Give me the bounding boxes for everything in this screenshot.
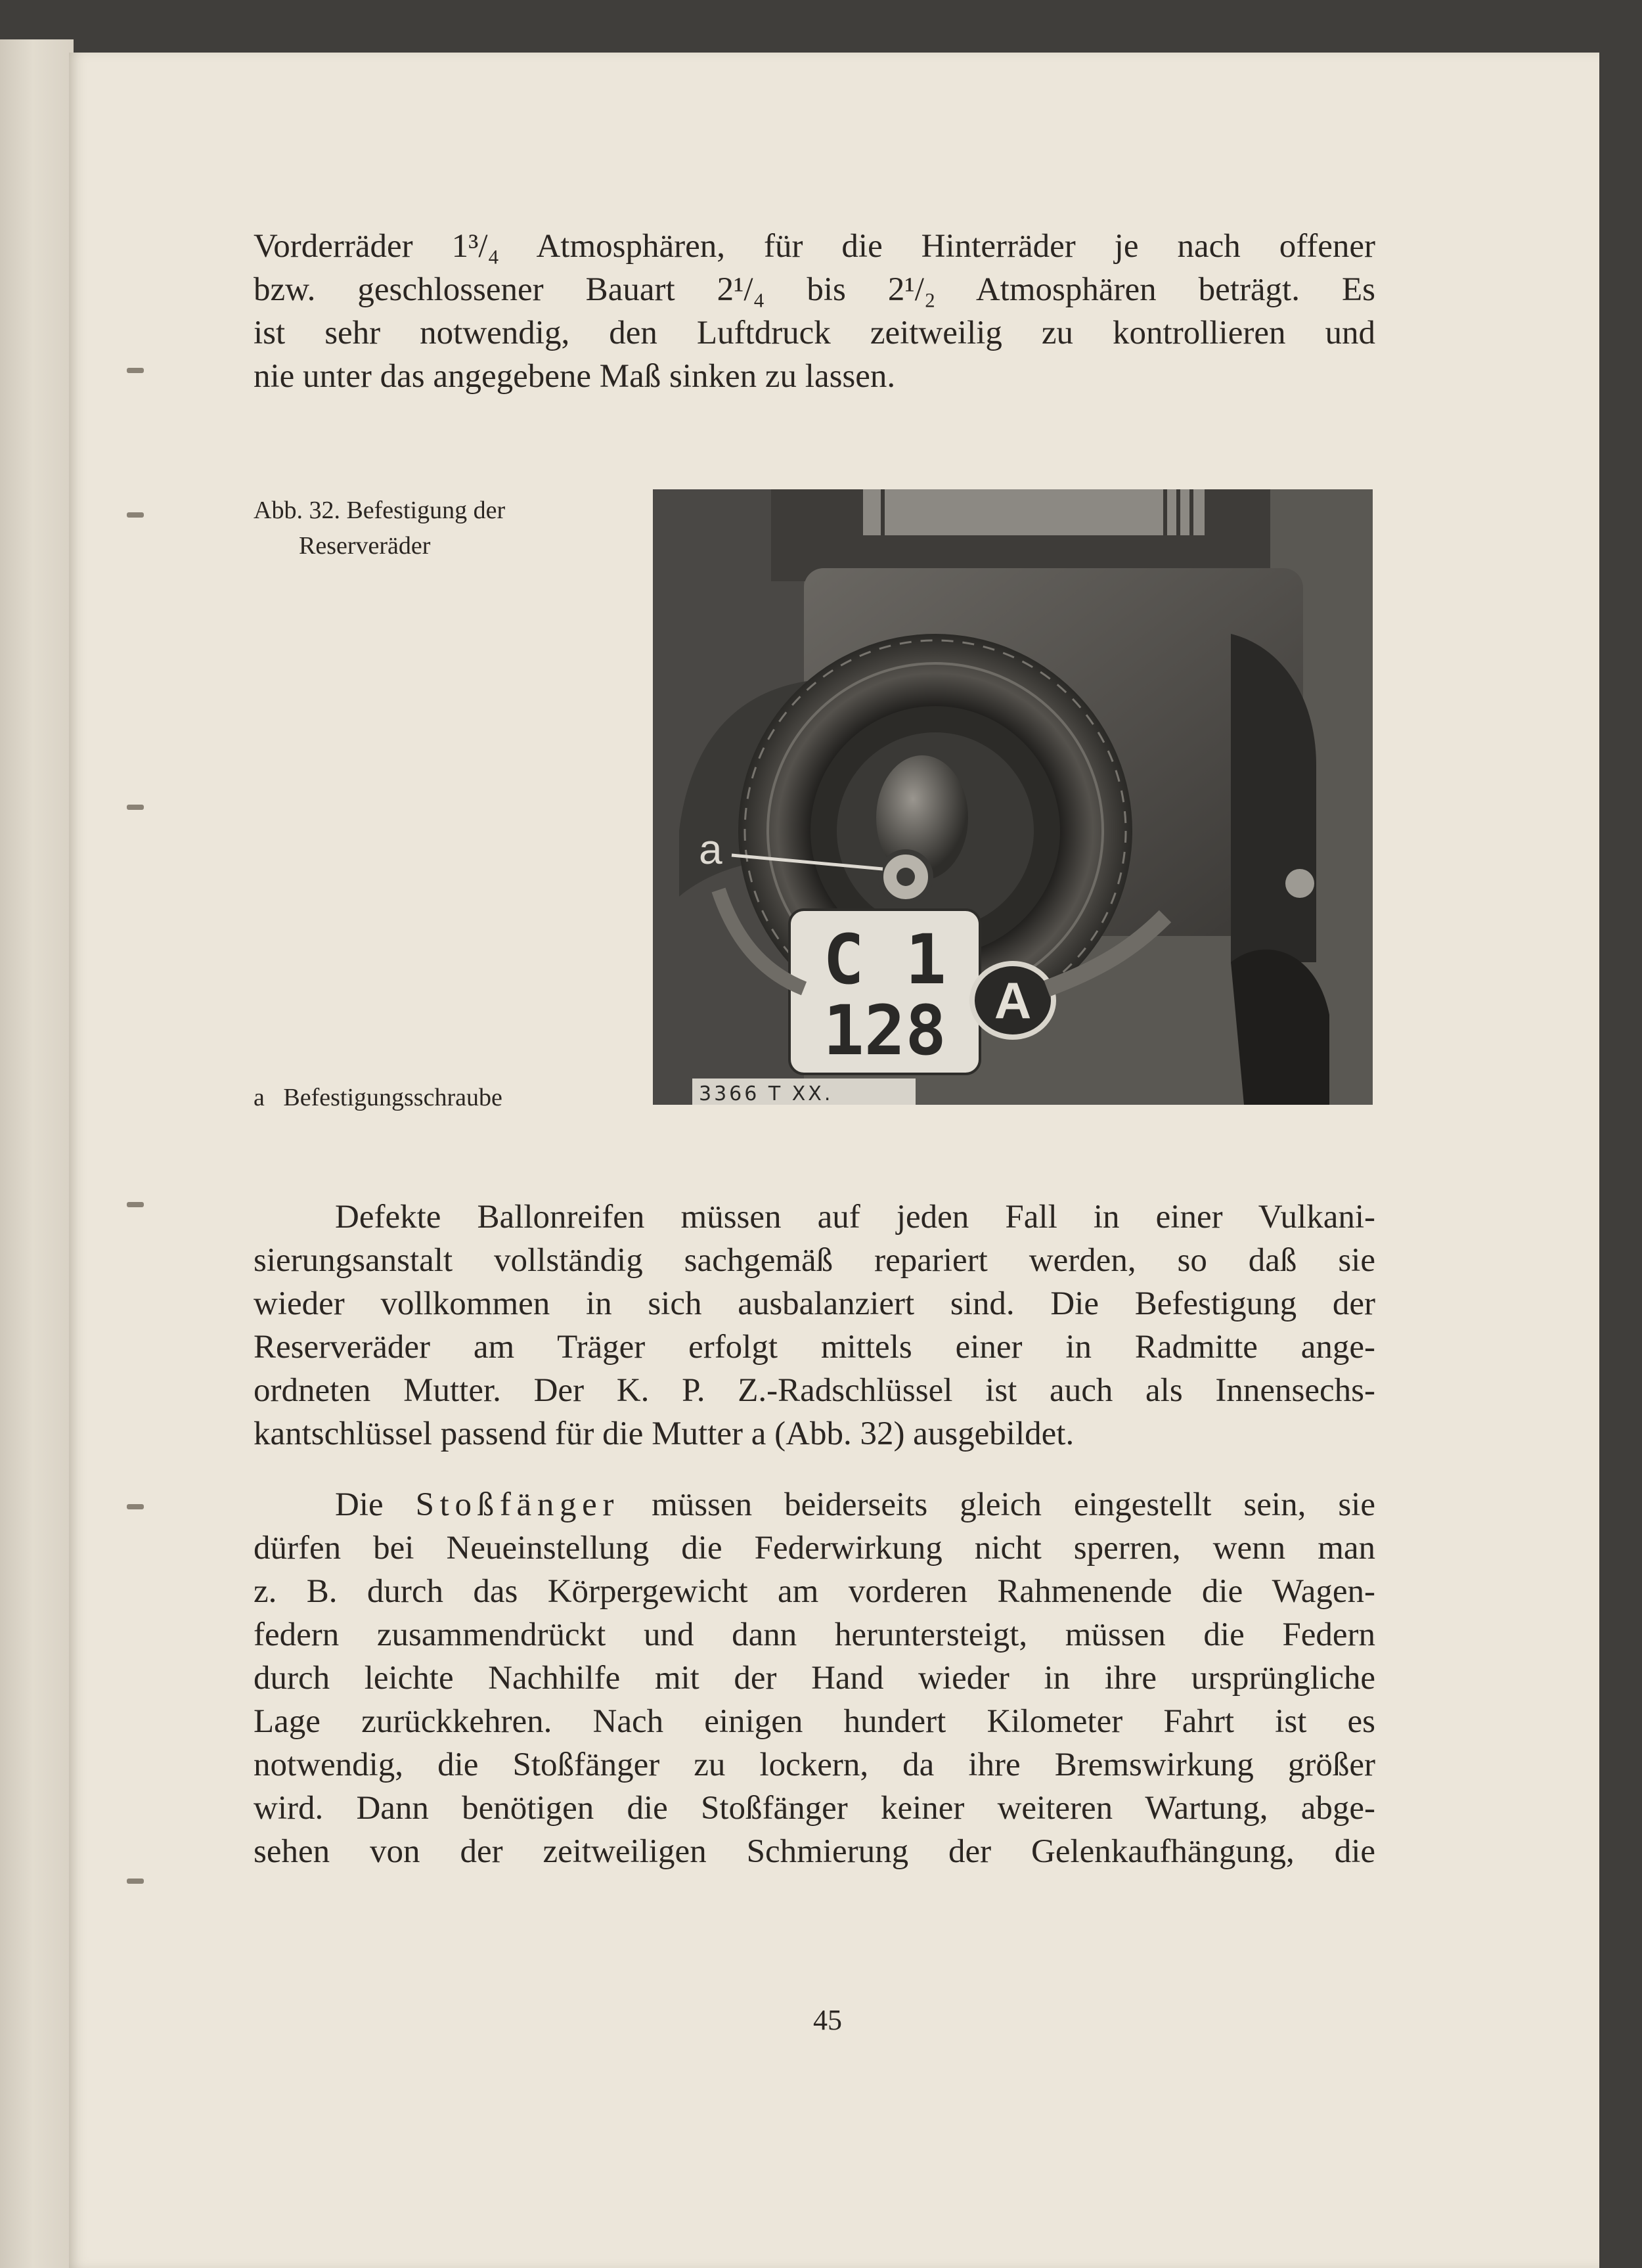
photo-label-a: a xyxy=(699,826,722,873)
binding-hole xyxy=(127,1202,144,1207)
binding-hole xyxy=(127,1504,144,1509)
text-line: sehen von der zeitweiligen Schmierung der Gelenkaufhängung, die xyxy=(254,1833,1375,1870)
text-line: federn zusammendrückt und dann heruntersteigt, müssen die Federn xyxy=(254,1616,1375,1653)
paragraph-bumpers xyxy=(254,1483,1375,1873)
text-line: ist sehr notwendig, den Luftdruck zeitweilig zu kontrollieren und xyxy=(254,315,1375,351)
text-line: sierungsanstalt vollständig sachgemäß repariert werden, so daß sie xyxy=(254,1242,1375,1279)
figure-photo-spare-wheel xyxy=(653,489,1373,1105)
text-line: ordneten Mutter. Der K. P. Z.-Radschlüssel ist auch als Innensechs- xyxy=(254,1372,1375,1409)
spaced-term-stossfaenger: Stoßfänger xyxy=(415,1486,620,1523)
text-line-first xyxy=(254,1483,1375,1526)
spare-wheel-photo-illustration xyxy=(653,489,1373,1105)
rear-window xyxy=(863,489,1205,535)
page-number: 45 xyxy=(813,2004,842,2036)
text-line: wieder vollkommen in sich ausbalanziert sind. Die Befestigung der xyxy=(254,1285,1375,1322)
text-line: wird. Dann benötigen die Stoßfänger keiner weiteren Wartung, abge- xyxy=(254,1790,1375,1827)
paragraph-tire-repair xyxy=(254,1195,1375,1456)
text-line: z. B. durch das Körpergewicht am vorderen Rahmenende die Wagen- xyxy=(254,1573,1375,1610)
text-line: Reserveräder am Träger erfolgt mittels einer in Radmitte ange- xyxy=(254,1329,1375,1366)
badge-letter: A xyxy=(994,971,1032,1029)
binding-hole xyxy=(127,1879,144,1884)
previous-page-edge xyxy=(0,39,74,2268)
tail-lamp xyxy=(1285,869,1314,898)
negative-number: 3366 T XX. xyxy=(699,1082,833,1105)
text-line: durch leichte Nachhilfe mit der Hand wieder in ihre ursprüngliche xyxy=(254,1660,1375,1697)
text-line: kantschlüssel passend für die Mutter a (Abb. 32) ausgebildet. xyxy=(254,1415,1075,1452)
binding-hole xyxy=(127,368,144,373)
text-line: Defekte Ballonreifen müssen auf jeden Fall in einer Vulkani- xyxy=(335,1199,1375,1235)
figure-legend: a Befestigungsschraube xyxy=(254,1084,502,1111)
figure-caption-subtitle: Reserveräder xyxy=(299,532,431,560)
figure-caption-title: Abb. 32. Befestigung der xyxy=(254,497,506,524)
text-line: notwendig, die Stoßfänger zu lockern, da ihre Bremswirkung größer xyxy=(254,1746,1375,1783)
plate-line-2: 128 xyxy=(823,990,946,1071)
rest-text: müssen beiderseits gleich eingestellt sein, sie xyxy=(652,1486,1375,1523)
text-line: nie unter das angegebene Maß sinken zu lassen. xyxy=(254,358,896,395)
text-line: Vorderräder 1³/₄ Atmosphären, für die Hinterräder je nach offener xyxy=(254,228,1375,265)
binding-hole xyxy=(127,512,144,518)
prefix-text: Die xyxy=(335,1486,384,1523)
text-line: bzw. geschlossener Bauart 2¹/₄ bis 2¹/₂ Atmosphären beträgt. Es xyxy=(254,271,1375,308)
plate-line-1: C 1 xyxy=(823,920,946,1000)
text-line: Lage zurückkehren. Nach einigen hundert Kilometer Fahrt ist es xyxy=(254,1703,1375,1740)
paragraph-tire-pressure xyxy=(254,225,1375,398)
binding-hole xyxy=(127,805,144,810)
text-line: dürfen bei Neueinstellung die Federwirkung nicht sperren, wenn man xyxy=(254,1530,1375,1567)
